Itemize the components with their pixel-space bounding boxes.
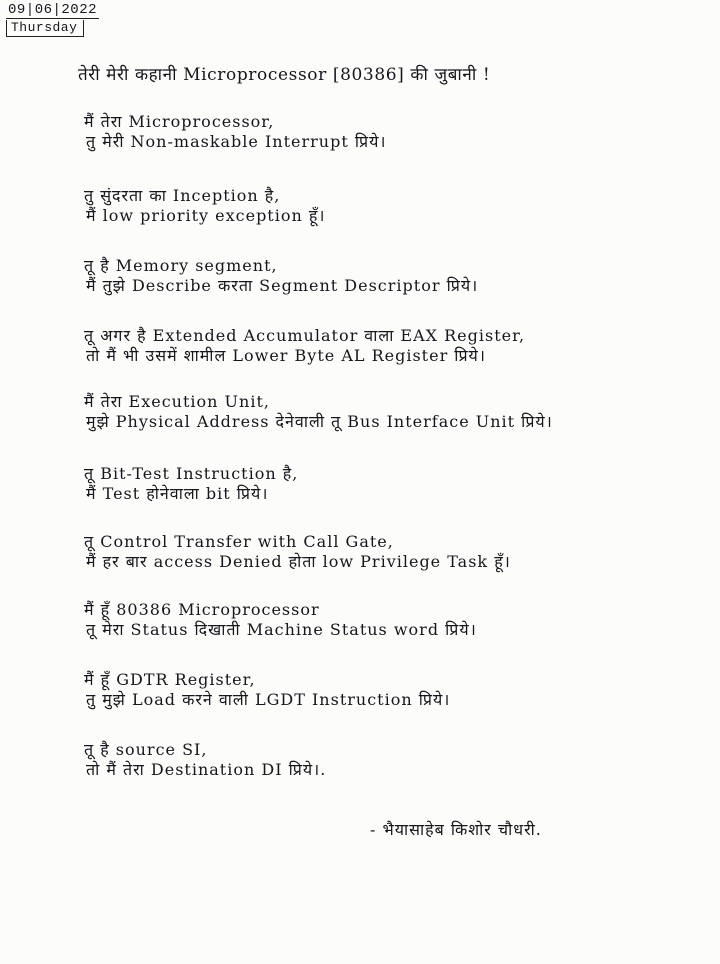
stanza-line: तू है Memory segment,	[84, 256, 278, 275]
stanza-line: मैं low priority exception हूँ।	[86, 206, 326, 225]
stanza-7	[84, 532, 714, 572]
stanza-line: तू Bit-Test Instruction है,	[84, 464, 299, 483]
stanza-9	[84, 670, 714, 710]
stanza-line: तु सुंदरता का Inception है,	[84, 186, 281, 205]
stanza-line: तू मेरा Status दिखाती Machine Status word प्रिये।	[86, 620, 477, 639]
stanza-2	[84, 186, 714, 226]
stanza-line: मैं तुझे Describe करता Segment Descriptor प्रिये।	[86, 276, 479, 295]
stanza-line: तो मैं भी उसमें शामील Lower Byte AL Register प्रिये।	[86, 346, 486, 365]
stanza-line: तो मैं तेरा Destination DI प्रिये।.	[86, 760, 327, 779]
stanza-line: तू है source SI,	[84, 740, 208, 759]
stanza-line: मैं हर बार access Denied होता low Privilege Task हूँ।	[86, 552, 511, 571]
stanza-10	[84, 740, 714, 780]
stanza-line: मुझे Physical Address देनेवाली तू Bus Interface Unit प्रिये।	[86, 412, 553, 431]
stanza-3	[84, 256, 714, 296]
date-text: 09|06|2022	[8, 2, 98, 18]
date-header	[6, 2, 99, 37]
stanza-line: तु मेरी Non-maskable Interrupt प्रिये।	[86, 132, 387, 151]
stanza-5	[84, 392, 714, 432]
stanza-line: मैं हूँ GDTR Register,	[84, 670, 256, 689]
stanza-1	[84, 112, 714, 152]
stanza-line: मैं Test होनेवाला bit प्रिये।	[86, 484, 269, 503]
poem-title: तेरी मेरी कहानी Microprocessor [80386] की जुबानी !	[78, 65, 491, 85]
stanza-line: तू अगर है Extended Accumulator वाला EAX Register,	[84, 326, 526, 345]
stanza-line: तू Control Transfer with Call Gate,	[84, 532, 394, 551]
day-text: Thursday	[6, 20, 84, 37]
stanza-6	[84, 464, 714, 504]
stanza-8	[84, 600, 714, 640]
stanza-line: मैं हूँ 80386 Microprocessor	[84, 600, 320, 619]
stanza-line: मैं तेरा Microprocessor,	[84, 112, 275, 131]
signature: - भैयासाहेब किशोर चौधरी.	[370, 820, 542, 839]
stanza-4	[84, 326, 714, 366]
stanza-line: मैं तेरा Execution Unit,	[84, 392, 270, 411]
stanza-line: तु मुझे Load करने वाली LGDT Instruction प्रिये।	[86, 690, 451, 709]
